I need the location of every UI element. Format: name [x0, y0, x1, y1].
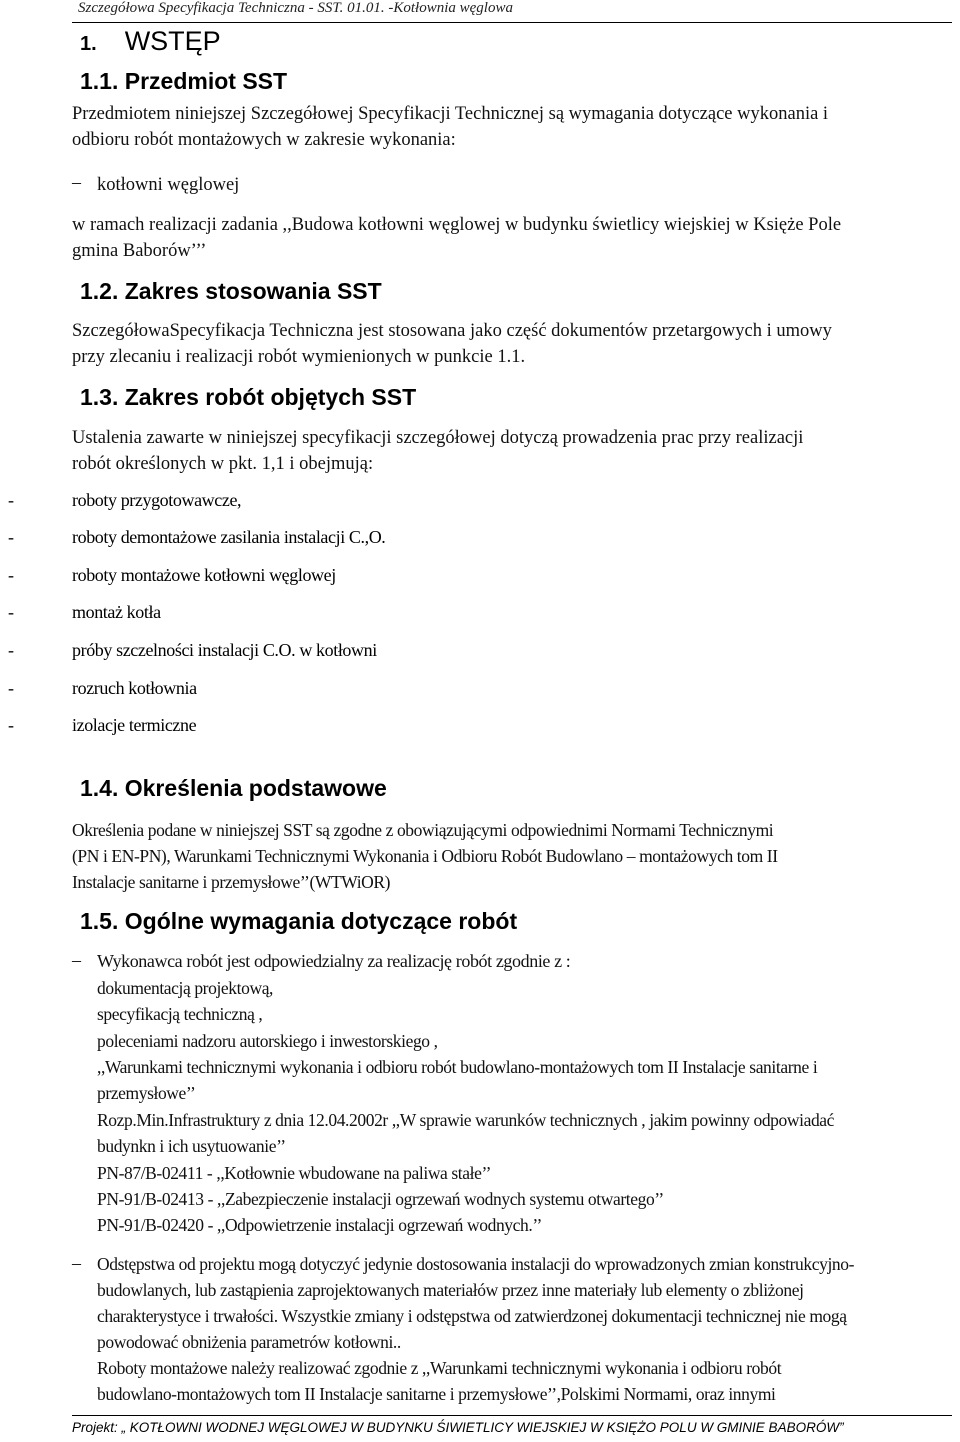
paragraph-line: specyfikacją techniczną ,	[97, 1004, 263, 1024]
paragraph-line: PN-91/B-02413 - ,,Zabezpieczenie instalacji ogrzewań wodnych systemu otwartego’’	[97, 1189, 664, 1209]
list-marker: -	[8, 678, 14, 698]
paragraph-line: (PN i EN-PN), Warunkami Technicznymi Wykonania i Odbioru Robót Budowlano – montażowych tom II	[72, 846, 778, 866]
section-title: WSTĘP	[124, 26, 221, 56]
paragraph-line: Odstępstwa od projektu mogą dotyczyć jedynie dostosowania instalacji do wprowadzonych zmian konstrukcyjno-	[97, 1254, 855, 1274]
paragraph-line: budynkn i ich usytuowanie’’	[97, 1136, 286, 1156]
heading-1-3: 1.3. Zakres robót objętych SST	[80, 384, 417, 410]
header-text: Szczegółowa Specyfikacja Techniczna - SST. 01.01. -Kotłownia węglowa	[78, 0, 513, 16]
paragraph-line: budowlano-montażowych tom II Instalacje sanitarne i przemysłowe’’,Polskimi Normami, oraz innymi	[97, 1384, 776, 1404]
heading-1-4: 1.4. Określenia podstawowe	[80, 775, 387, 801]
list-item-text: rozruch kotłownia	[72, 678, 197, 698]
dash-marker: –	[72, 172, 81, 192]
list-marker: -	[8, 640, 14, 660]
paragraph-line: Rozp.Min.Infrastruktury z dnia 12.04.2002r ,,W sprawie warunków technicznych , jakim powinny odpowiadać	[97, 1110, 835, 1130]
paragraph-line: Instalacje sanitarne i przemysłowe’’(WTWiOR)	[72, 872, 391, 892]
list-marker: -	[8, 565, 14, 585]
list-item	[8, 490, 242, 511]
paragraph-line: Przedmiotem niniejszej Szczegółowej Specyfikacji Technicznej są wymagania dotyczące wykonania i	[72, 104, 829, 124]
paragraph-line: poleceniami nadzoru autorskiego i inwestorskiego ,	[97, 1031, 438, 1051]
paragraph-line: budowlanych, lub zastąpienia zaprojektowanych materiałów przez inne materiały lub elementy o zbliżonej	[97, 1280, 804, 1300]
footer-text: Projekt: „ KOTŁOWNI WODNEJ WĘGLOWEJ W BUDYNKU ŚIWIETLICY WIEJSKIEJ W KSIĘŻO POLU W GMINIE BABORÓW”	[72, 1420, 844, 1435]
list-marker: -	[8, 715, 14, 735]
paragraph-line: Roboty montażowe należy realizować zgodnie z ,,Warunkami technicznymi wykonania i odbioru robót	[97, 1358, 782, 1378]
dash-marker: –	[72, 950, 81, 970]
paragraph-line: SzczegółowaSpecyfikacja Techniczna jest stosowana jako część dokumentów przetargowych i umowy	[72, 321, 832, 341]
paragraph-line: przemysłowe’’	[97, 1083, 196, 1103]
paragraph-line: charakterystyce i trwałości. Wszystkie zmiany i odstępstwa od zatwierdzonej dokumentacji technicznej nie mogą	[97, 1306, 847, 1326]
paragraph-line: odbioru robót montażowych w zakresie wykonania:	[72, 130, 456, 150]
list-marker: -	[8, 602, 14, 622]
section-heading-wstep	[80, 26, 221, 57]
dash-marker: –	[72, 1253, 81, 1273]
list-item	[8, 565, 336, 586]
heading-1-2: 1.2. Zakres stosowania SST	[80, 278, 382, 304]
heading-1-1: 1.1. Przedmiot SST	[80, 68, 288, 94]
list-item	[8, 678, 197, 699]
list-item-text: roboty demontażowe zasilania instalacji C.,O.	[72, 527, 386, 547]
list-item-text: roboty przygotowawcze,	[72, 490, 242, 510]
paragraph-line: przy zlecaniu i realizacji robót wymienionych w punkcie 1.1.	[72, 347, 526, 367]
paragraph-line: ,,Warunkami technicznymi wykonania i odbioru robót budowlano-montażowych tom II Instalacje sanitarne i	[97, 1057, 818, 1077]
paragraph-line: robót określonych w pkt. 1,1 i obejmują:	[72, 454, 374, 474]
list-item: kotłowni węglowej	[97, 175, 240, 195]
section-number: 1.	[80, 33, 97, 55]
paragraph-line: Wykonawca robót jest odpowiedzialny za realizację robót zgodnie z :	[97, 951, 571, 971]
paragraph-line: PN-87/B-02411 - ,,Kotłownie wbudowane na paliwa stałe’’	[97, 1163, 492, 1183]
list-item-text: izolacje termiczne	[72, 715, 197, 735]
paragraph-line: gmina Baborów’’’	[72, 241, 207, 261]
list-item-text: roboty montażowe kotłowni węglowej	[72, 565, 336, 585]
list-item	[8, 602, 161, 623]
paragraph-line: powodować obniżenia parametrów kotłowni..	[97, 1332, 401, 1352]
list-marker: -	[8, 490, 14, 510]
page-footer	[72, 1415, 952, 1435]
list-marker: -	[8, 527, 14, 547]
list-item-text: montaż kotła	[72, 602, 161, 622]
paragraph-line: Ustalenia zawarte w niniejszej specyfikacji szczegółowej dotyczą prowadzenia prac przy realizacji	[72, 428, 804, 448]
heading-1-5: 1.5. Ogólne wymagania dotyczące robót	[80, 908, 518, 934]
paragraph-line: Określenia podane w niniejszej SST są zgodne z obowiązującymi odpowiednimi Normami Technicznymi	[72, 820, 774, 840]
list-item-text: próby szczelności instalacji C.O. w kotłowni	[72, 640, 377, 660]
paragraph-line: dokumentacją projektową,	[97, 978, 274, 998]
paragraph-line: w ramach realizacji zadania ,,Budowa kotłowni węglowej w budynku świetlicy wiejskiej w Księże Pole	[72, 215, 842, 235]
list-item	[8, 715, 197, 736]
paragraph-line: PN-91/B-02420 - ,,Odpowietrzenie instalacji ogrzewań wodnych.’’	[97, 1215, 542, 1235]
page-header	[72, 0, 952, 23]
list-item	[8, 640, 377, 661]
list-item	[8, 527, 386, 548]
